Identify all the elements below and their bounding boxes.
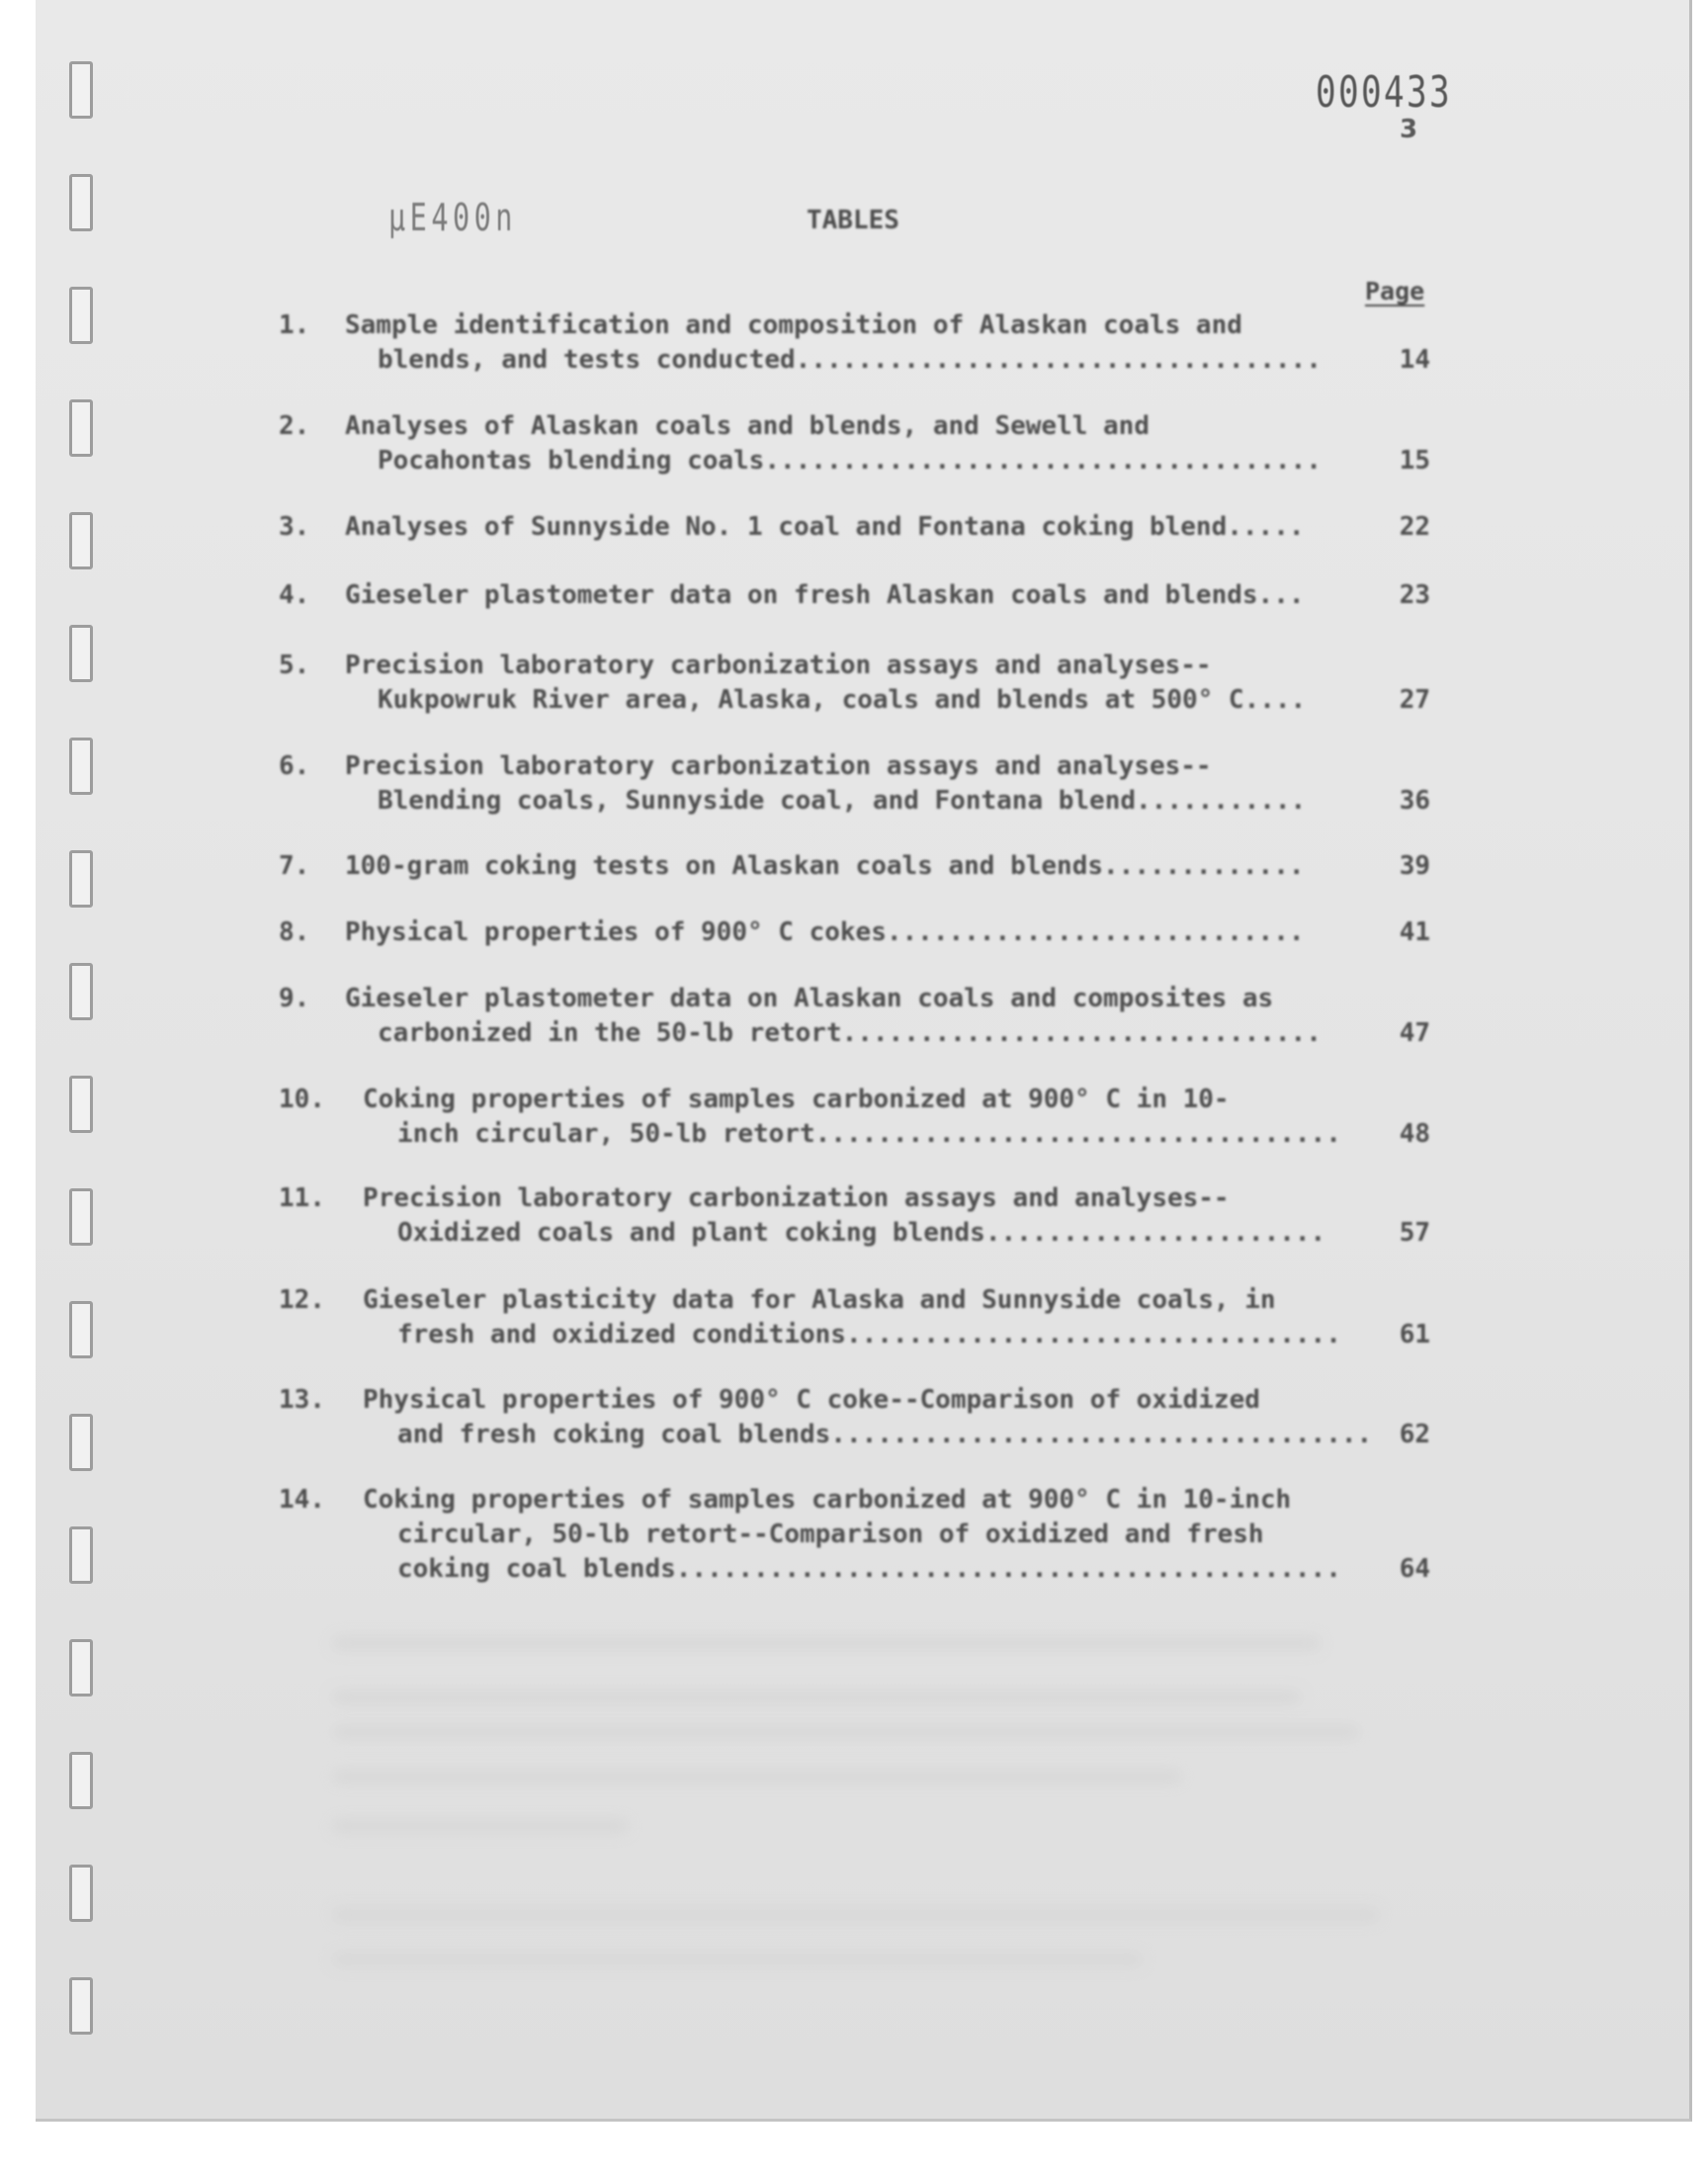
scanned-page [36,0,1692,2122]
binder-hole [69,1076,93,1133]
bleed-through-shadow [332,1770,1182,1784]
bleed-through-shadow [332,1636,1321,1650]
table-entry-title-line: Analyses of Sunnyside No. 1 coal and Fontana coking blend..... [345,512,1305,542]
table-entry-title-line: blends, and tests conducted.................................. [378,345,1322,375]
binder-hole [69,1639,93,1696]
binder-hole [69,1301,93,1358]
bleed-through-shadow [332,1953,1143,1966]
table-entry-title-line: carbonized in the 50-lb retort............................... [378,1018,1322,1048]
table-entry-number: 4. [279,580,310,610]
table-entry-page: 27 [1399,685,1430,715]
table-entry-page: 57 [1399,1218,1430,1248]
table-entry-title-line: Blending coals, Sunnyside coal, and Fontana blend........... [378,786,1307,816]
binder-hole [69,174,93,231]
table-entry-title-line: Sample identification and composition of Alaskan coals and [345,310,1242,340]
bleed-through-shadow [332,1908,1380,1922]
table-entry-title-line: Coking properties of samples carbonized at 900° C in 10-inch [363,1485,1292,1515]
table-entry-title-line: Pocahontas blending coals.................................... [378,446,1322,476]
table-entry-number: 11. [279,1183,325,1213]
page-number: 3 [1400,115,1418,144]
binder-hole [69,512,93,569]
table-entry-title-line: Precision laboratory carbonization assays and analyses-- [363,1183,1230,1213]
binder-hole [69,1977,93,2035]
table-entry-title-line: and fresh coking coal blends................................... [397,1420,1373,1449]
table-entry-number: 14. [279,1485,325,1515]
table-entry-number: 5. [279,651,310,680]
bleed-through-shadow [332,1725,1360,1739]
table-entry-title-line: Gieseler plastometer data on fresh Alaskan coals and blends... [345,580,1305,610]
table-entry-title-line: Kukpowruk River area, Alaska, coals and blends at 500° C.... [378,685,1307,715]
table-entry-page: 61 [1399,1320,1430,1349]
handwritten-mark: µE400n [388,196,517,239]
table-entry-number: 7. [279,851,310,881]
binder-hole [69,1865,93,1922]
table-entry-title-line: Precision laboratory carbonization assays and analyses-- [345,751,1212,781]
table-entry-number: 12. [279,1285,325,1315]
table-entry-number: 6. [279,751,310,781]
table-entry-page: 14 [1399,345,1430,375]
binder-hole [69,963,93,1020]
table-entry-title-line: Analyses of Alaskan coals and blends, and Sewell and [345,411,1150,441]
table-entry-number: 8. [279,917,310,947]
table-entry-title-line: Precision laboratory carbonization assays and analyses-- [345,651,1212,680]
table-entry-title-line: fresh and oxidized conditions................................ [397,1320,1341,1349]
table-entry-page: 62 [1399,1420,1430,1449]
bleed-through-shadow [332,1819,629,1833]
table-entry-title-line: inch circular, 50-lb retort.................................. [397,1119,1341,1149]
table-entry-page: 41 [1399,917,1430,947]
table-entry-title-line: Gieseler plastometer data on Alaskan coals and composites as [345,984,1274,1013]
binder-hole [69,850,93,908]
table-entry-title-line: Gieseler plasticity data for Alaska and Sunnyside coals, in [363,1285,1276,1315]
table-entry-page: 39 [1399,851,1430,881]
table-entry-page: 47 [1399,1018,1430,1048]
table-entry-title-line: Coking properties of samples carbonized at 900° C in 10- [363,1085,1230,1114]
binder-holes [69,61,99,2029]
binder-hole [69,399,93,457]
table-entry-page: 15 [1399,446,1430,476]
table-entry-title-line: Physical properties of 900° C coke--Comparison of oxidized [363,1385,1260,1415]
binder-hole [69,1414,93,1471]
table-entry-title-line: Physical properties of 900° C cokes........................... [345,917,1305,947]
binder-hole [69,738,93,795]
table-entry-number: 3. [279,512,310,542]
binder-hole [69,287,93,344]
table-entry-page: 48 [1399,1119,1430,1149]
binder-hole [69,625,93,682]
binder-hole [69,1752,93,1809]
table-entry-page: 64 [1399,1554,1430,1584]
table-entry-number: 2. [279,411,310,441]
table-entry-page: 36 [1399,786,1430,816]
page-column-label: Page [1365,277,1425,305]
table-entry-page: 23 [1399,580,1430,610]
document-stamp-number: 000433 [1316,67,1453,118]
table-entry-number: 13. [279,1385,325,1415]
table-entry-number: 9. [279,984,310,1013]
table-entry-title-line: Oxidized coals and plant coking blends...................... [397,1218,1326,1248]
binder-hole [69,1188,93,1246]
table-entry-number: 1. [279,310,310,340]
table-entry-title-line: 100-gram coking tests on Alaskan coals and blends............. [345,851,1305,881]
binder-hole [69,61,93,119]
binder-hole [69,1526,93,1584]
bleed-through-shadow [332,1691,1301,1704]
table-entry-title-line: circular, 50-lb retort--Comparison of oxidized and fresh [397,1520,1264,1549]
table-entry-title-line: coking coal blends........................................... [397,1554,1341,1584]
table-entry-page: 22 [1399,512,1430,542]
page-title: TABLES [807,206,899,235]
table-entry-number: 10. [279,1085,325,1114]
